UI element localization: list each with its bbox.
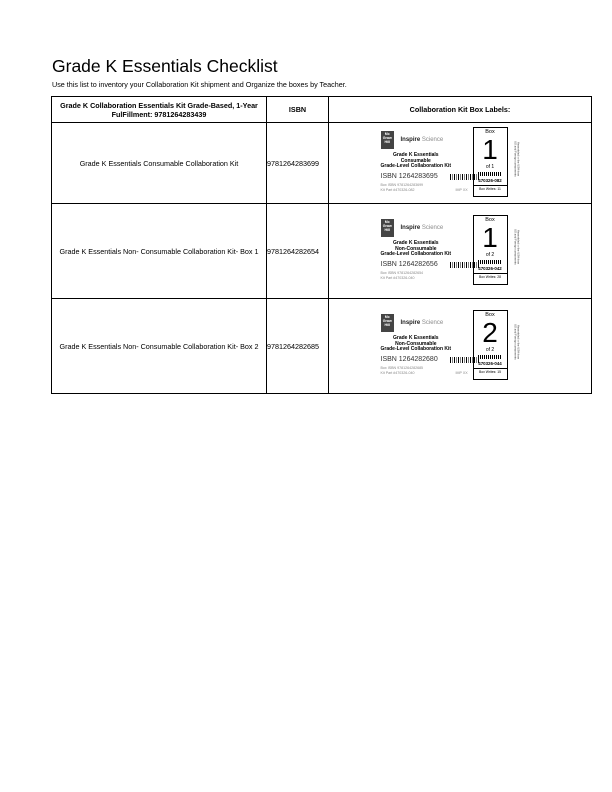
table-row	[52, 204, 592, 299]
brand-light: Science	[421, 225, 444, 231]
label-imp: IMP XX	[455, 188, 468, 192]
label-isbn: ISBN 1264282680	[380, 356, 438, 363]
header-labels: Collaboration Kit Box Labels:	[329, 97, 592, 123]
box-of-count: of 2	[485, 252, 495, 258]
box-code: 470326-044	[478, 361, 502, 366]
header-kit	[52, 97, 267, 123]
label-box-isbn: Box ISBN 9781264282685	[380, 366, 424, 370]
label-product-name: Grade K Essentials Non-Consumable Grade-Level Collaboration Kit	[380, 240, 452, 258]
box-word: Box	[485, 129, 495, 135]
table-header-row	[52, 97, 592, 123]
header-isbn: ISBN	[267, 97, 329, 123]
box-number: 1	[482, 222, 498, 253]
inspire-science-brand	[401, 320, 444, 326]
label-box-isbn: Box ISBN 9781264283699	[380, 183, 424, 187]
box-footer: Box Writes: 15	[479, 370, 501, 374]
table-row	[52, 299, 592, 394]
checklist-table	[51, 96, 592, 394]
page-instructions: Use this list to inventory your Collaboration Kit shipment and Organize the boxes by Teacher.	[52, 80, 347, 89]
mcgraw-hill-logo: Mc Graw Hill	[381, 314, 394, 332]
kit-name-cell: Grade K Essentials Consumable Collaboration Kit	[52, 123, 267, 204]
mcgraw-hill-logo: Mc Graw Hill	[381, 131, 394, 149]
box-label-cell	[329, 123, 592, 204]
label-imp: IMP XX	[455, 371, 468, 375]
box-footer: Box Writes: 11	[479, 187, 501, 191]
box-barcode	[478, 172, 502, 176]
mcgraw-hill-logo: Mc Graw Hill	[381, 219, 394, 237]
label-kit-part: Kit Part #470326-082	[380, 188, 415, 192]
box-number-panel	[473, 215, 508, 285]
inspire-science-brand	[401, 225, 444, 231]
box-barcode	[478, 260, 502, 264]
table-row	[52, 123, 592, 204]
box-label-image	[378, 215, 543, 287]
inspire-science-brand	[401, 137, 444, 143]
box-label-image	[378, 310, 543, 382]
brand-bold: Inspire	[400, 225, 421, 231]
label-box-isbn: Box ISBN 9781264282654	[380, 271, 424, 275]
box-number: 2	[482, 317, 498, 348]
box-code: 470326-042	[478, 266, 502, 271]
brand-bold: Inspire	[400, 320, 421, 326]
box-label-cell	[329, 204, 592, 299]
label-assembly-note: Assembled in the USA from US and Foreign components	[513, 141, 521, 177]
brand-light: Science	[421, 137, 444, 143]
brand-light: Science	[421, 320, 444, 326]
box-of-count: of 2	[485, 347, 495, 353]
box-word: Box	[485, 217, 495, 223]
box-barcode	[478, 355, 502, 359]
box-number: 1	[482, 134, 498, 165]
page-title: Grade K Essentials Checklist	[52, 56, 278, 76]
label-assembly-note: Assembled in the USA from US and Foreign components	[513, 229, 521, 265]
label-product-name: Grade K Essentials Non-Consumable Grade-Level Collaboration Kit	[380, 335, 452, 353]
label-kit-part: Kit Part #470326-040	[380, 276, 415, 280]
header-kit-line1: Grade K Collaboration Essentials Kit Grade-Based, 1-Year	[60, 100, 258, 110]
label-isbn: ISBN 1264282656	[380, 261, 438, 268]
box-label-image	[378, 127, 543, 199]
brand-bold: Inspire	[400, 137, 421, 143]
kit-isbn-cell: 9781264282654	[267, 204, 329, 299]
box-label-cell	[329, 299, 592, 394]
label-assembly-note: Assembled in the USA from US and Foreign components	[513, 324, 521, 360]
kit-isbn-cell: 9781264283699	[267, 123, 329, 204]
header-kit-line2: FulFillment: 9781264283439	[111, 109, 207, 119]
box-code: 470326-082	[478, 178, 502, 183]
box-number-panel	[473, 127, 508, 197]
box-number-panel	[473, 310, 508, 380]
label-kit-part: Kit Part #470326-040	[380, 371, 415, 375]
kit-isbn-cell: 9781264282685	[267, 299, 329, 394]
kit-name-cell: Grade K Essentials Non- Consumable Collaboration Kit- Box 1	[52, 204, 267, 299]
label-isbn: ISBN 1264283695	[380, 173, 438, 180]
box-footer: Box Writes: 28	[479, 275, 501, 279]
label-product-name: Grade K Essentials Consumable Grade-Level Collaboration Kit	[380, 152, 452, 170]
box-word: Box	[485, 312, 495, 318]
kit-name-cell: Grade K Essentials Non- Consumable Collaboration Kit- Box 2	[52, 299, 267, 394]
box-of-count: of 1	[485, 164, 495, 170]
